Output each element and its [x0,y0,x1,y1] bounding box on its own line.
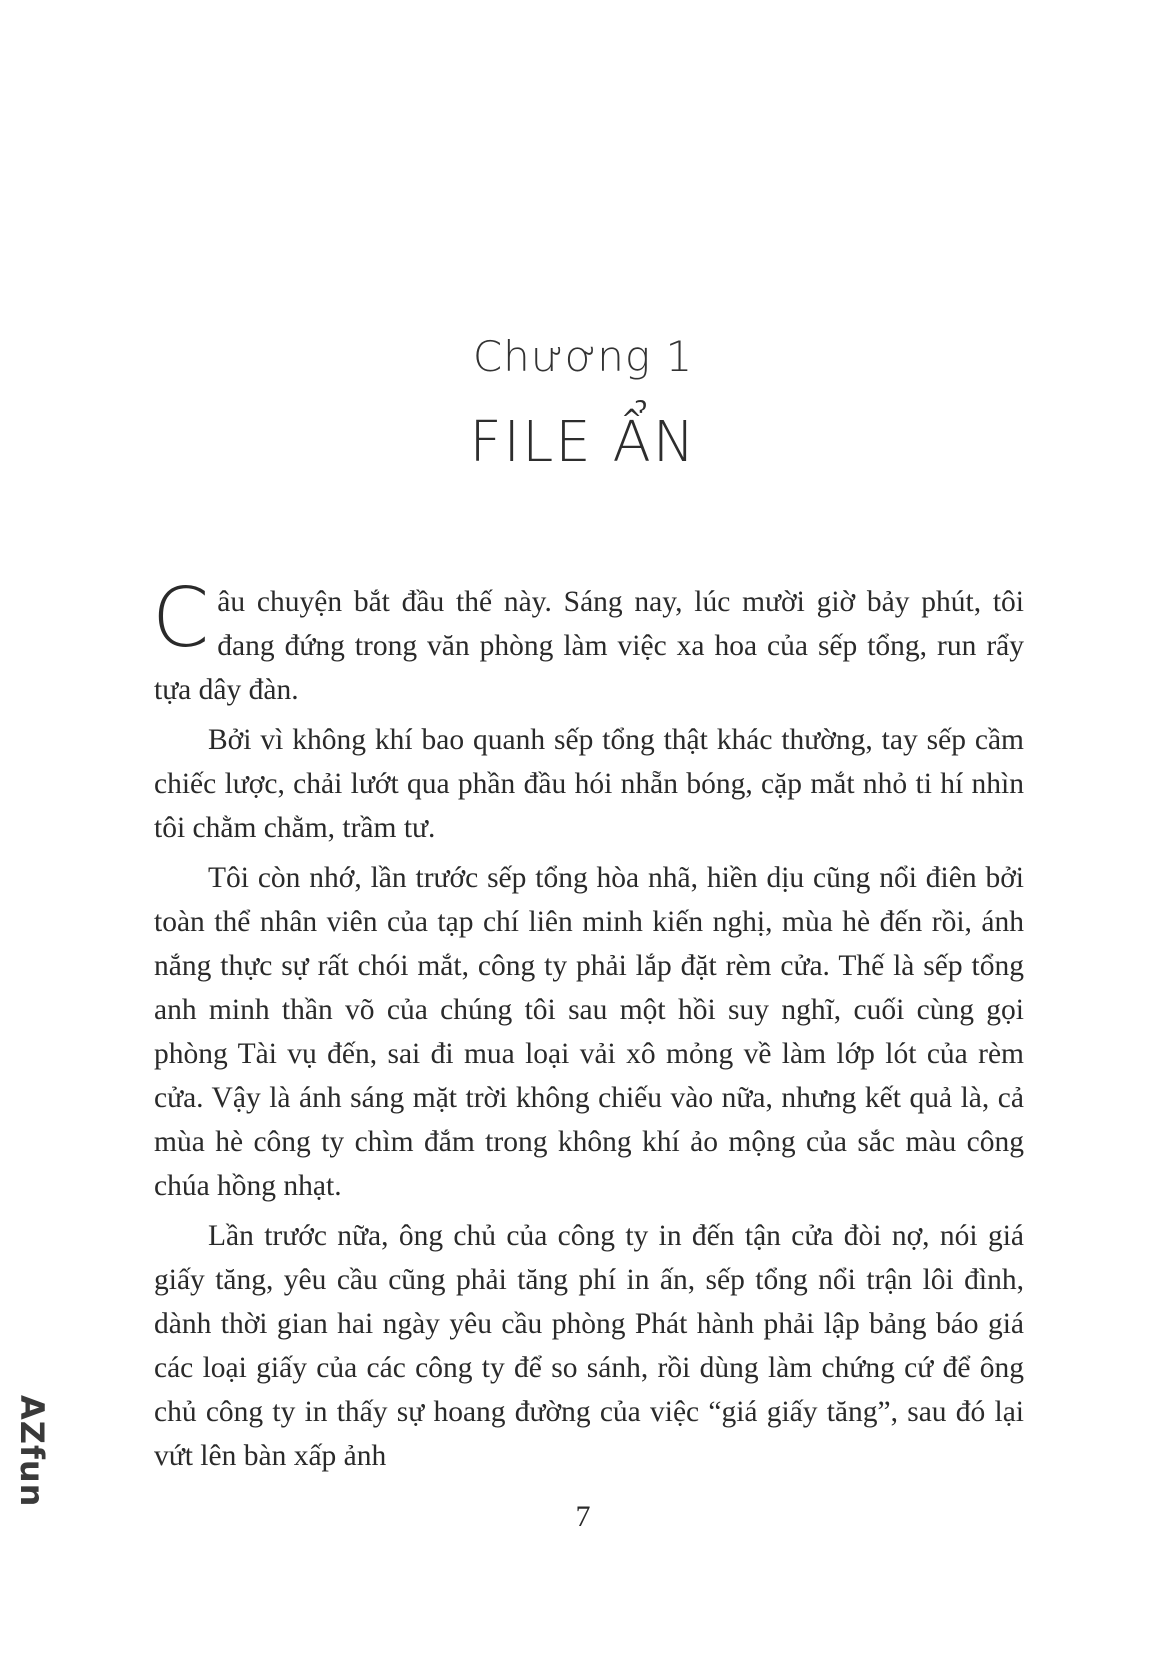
paragraph-3: Tôi còn nhớ, lần trước sếp tổng hòa nhã, hiền dịu cũng nổi điên bởi toàn thể nhân viên của tạp chí liên minh kiến nghị, mùa hè đến rồi, ánh nắng thực sự rất chói mắt, công ty phải lắp đặt rèm cửa. Thế là sếp tổng anh minh thần võ của chúng tôi sau một hồi suy nghĩ, cuối cùng gọi phòng Tài vụ đến, sai đi mua loại vải xô mỏng về làm lớp lót của rèm cửa. Vậy là ánh sáng mặt trời không chiếu vào nữa, nhưng kết quả là, cả mùa hè công ty chìm đắm trong không khí ảo mộng của sắc màu công chúa hồng nhạt. [154,862,1024,1202]
paragraph-1 [152,571,1024,712]
paragraph-2: Bởi vì không khí bao quanh sếp tổng thật khác thường, tay sếp cầm chiếc lược, chải lướt qua phần đầu hói nhẵn bóng, cặp mắt nhỏ ti hí nhìn tôi chằm chằm, trầm tư. [154,724,1024,844]
body-text [152,571,1024,1484]
paragraph-1-text: âu chuyện bắt đầu thế này. Sáng nay, lúc mười giờ bảy phút, tôi đang đứng trong văn phòng làm việc xa hoa của sếp tổng, run rẩy tựa dây đàn. [154,586,1024,706]
chapter-title: FILE ẨN [469,410,697,475]
chapter-label: Chương 1 [472,332,694,381]
paragraph-4: Lần trước nữa, ông chủ của công ty in đến tận cửa đòi nợ, nói giá giấy tăng, yêu cầu cũng phải tăng phí in ấn, sếp tổng nổi trận lôi đình, dành thời gian hai ngày yêu cầu phòng Phát hành phải lập bảng báo giá các loại giấy của các công ty để so sánh, rồi dùng làm chứng cứ để ông chủ công ty in thấy sự hoang đường của việc “giá giấy tăng”, sau đó lại vứt lên bàn xấp ảnh [154,1220,1024,1472]
page-number: 7 [575,1500,591,1533]
publisher-logo [12,1395,52,1515]
publisher-logo-text: AZfun [13,1395,51,1508]
drop-cap: C [152,571,210,666]
